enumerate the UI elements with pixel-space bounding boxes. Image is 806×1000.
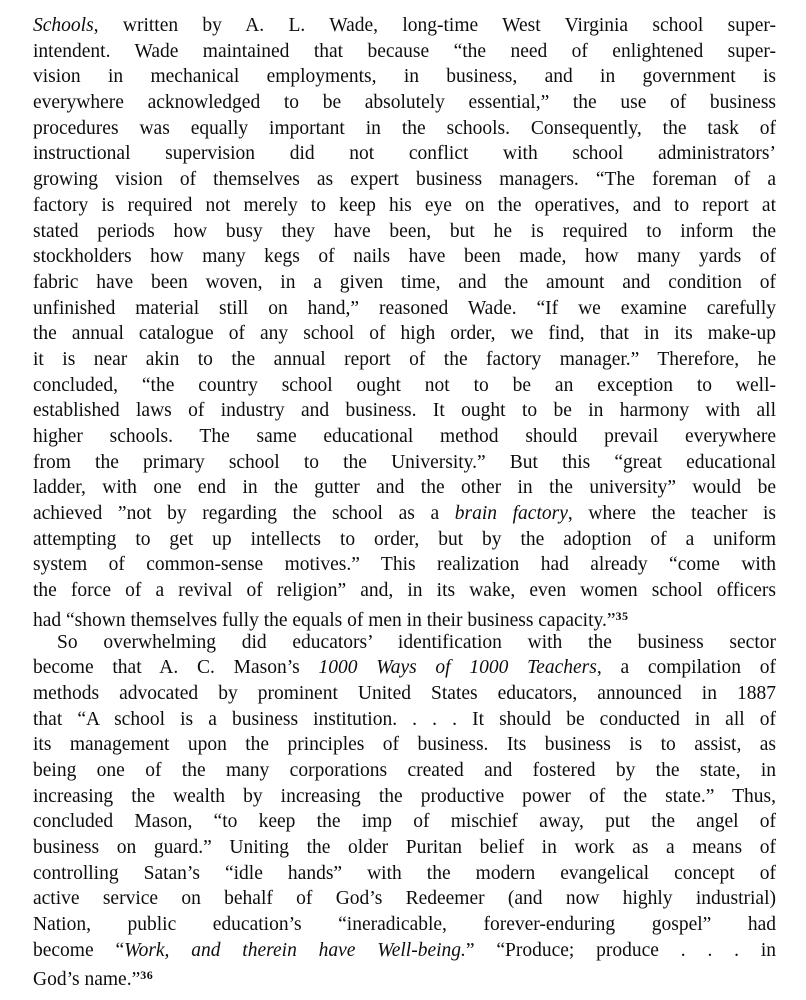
text-line: it is near akin to the annual report of the factory manager.” Therefore, he [33,348,776,370]
text-line: achieved ”not by regarding the school as a brain factory, where the teacher is [33,503,776,525]
text-line: had “shown themselves fully the equals of men in their business capacity.”$^{35}$ [33,608,629,631]
text-line: unfinished material still on hand,” reasoned Wade. “If we examine carefully [33,297,776,319]
text-line: So overwhelming did educators’ identification with the business sector [57,631,776,653]
footnote-marker: 35 [615,608,629,623]
text-line: become “Work, and therein have Well-being.” “Produce; produce . . . in [33,939,776,961]
text-line: active service on behalf of God’s Redeemer (and now highly industrial) [33,888,776,910]
text-line: the force of a revival of religion” and, in its wake, even women school officers [33,580,776,602]
paragraph [33,13,776,630]
text-line: attempting to get up intellects to order, but by the adoption of a uniform [33,528,776,550]
text-line: stated periods how busy they have been, but he is required to inform the [33,220,776,242]
text-line: from the primary school to the University.” But this “great educational [33,451,776,473]
text-line: intendent. Wade maintained that because “the need of enlightened super- [33,40,776,62]
text-line: methods advocated by prominent United States educators, announced in 1887 [33,682,776,704]
text-line: the annual catalogue of any school of high order, we find, that in its make-up [33,323,776,345]
text-line: vision in mechanical employments, in business, and in government is [33,66,776,88]
text-line: growing vision of themselves as expert business managers. “The foreman of a [33,169,776,191]
text-line: everywhere acknowledged to be absolutely essential,” the use of business [33,92,776,114]
text-line: factory is required not merely to keep his eye on the operatives, and to report at [33,194,776,216]
text-line: Nation, public education’s “ineradicable, forever-enduring gospel” had [33,914,776,936]
text-line: that “A school is a business institution. . . . It should be conducted in all of [33,708,776,730]
text-line: ladder, with one end in the gutter and the other in the university” would be [33,477,776,499]
text-line: system of common-sense motives.” This realization had already “come with [33,554,776,576]
text-line: concluded, “the country school ought not to be an exception to well- [33,374,776,396]
text-line: God’s name.”$^{36}$ [33,968,154,991]
page-text [33,13,776,989]
text-line: being one of the many corporations created and fostered by the state, in [33,759,776,781]
text-line: concluded Mason, “to keep the imp of mischief away, put the angel of [33,811,776,833]
text-line: become that A. C. Mason’s 1000 Ways of 1000 Teachers, a compilation of [33,657,776,679]
text-line: procedures was equally important in the schools. Consequently, the task of [33,117,776,139]
text-line: increasing the wealth by increasing the productive power of the state.” Thus, [33,785,776,807]
paragraph [33,630,776,990]
text-line: Schools, written by A. L. Wade, long-time West Virginia school super- [33,15,776,36]
text-line: controlling Satan’s “idle hands” with the modern evangelical concept of [33,862,776,884]
text-line: established laws of industry and business. It ought to be in harmony with all [33,400,776,422]
text-line: business on guard.” Uniting the older Puritan belief in work as a means of [33,837,776,858]
text-line: instructional supervision did not conflict with school administrators’ [33,143,776,165]
text-line: its management upon the principles of business. Its business is to assist, as [33,734,776,756]
text-line: fabric have been woven, in a given time, and the amount and condition of [33,271,776,293]
text-line: stockholders how many kegs of nails have been made, how many yards of [33,246,776,268]
footnote-marker: 36 [140,968,154,983]
text-line: higher schools. The same educational method should prevail everywhere [33,426,776,447]
